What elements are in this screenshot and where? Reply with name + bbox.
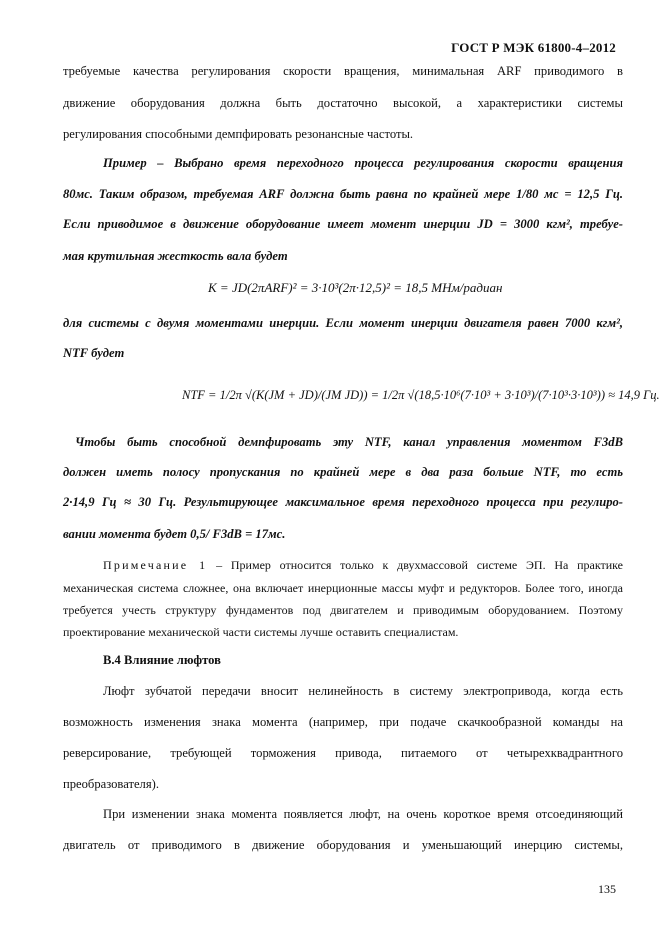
note-line3: требуется учесть структуру фундаментов под двигателем и приводимым оборудованием. Поэтому [63,603,623,617]
para3-line1: При изменении знака момента появляется люфт, на очень короткое время отсоединяющий [103,807,623,821]
example-line6: NTF будет [63,346,125,360]
page-number: 135 [598,882,616,896]
example-line9: 2·14,9 Гц ≈ 30 Гц. Результирующее максимальное время переходного процесса при регулиро- [63,495,623,509]
note-line1-text: – Пример относится только к двухмассовой системе ЭП. На практике [216,558,624,572]
example-line4: мая крутильная жесткость вала будет [63,249,288,263]
example-line3: Если приводимое в движение оборудование имеет момент инерции JD = 3000 кгм², требуе- [63,217,623,231]
para1-line1-text: требуемые качества регулирования скорости вращения, минимальная ARF приводимого в [63,64,623,78]
example-line1: Пример – Выбрано время переходного процесса регулирования скорости вращения [103,156,623,170]
section-heading: В.4 Влияние люфтов [103,653,221,667]
example-line10: вании момента будет 0,5/ F3dB = 17мс. [63,527,286,541]
example-line2: 80мс. Таким образом, требуемая ARF должна быть равна по крайней мере 1/80 мс = 12,5 Гц. [63,187,623,201]
example-line7: Чтобы быть способной демпфировать эту NTF, канал управления моментом F3dB [75,435,623,449]
note-label: Примечание 1 [103,558,208,572]
para3-line2: двигатель от приводимого в движение оборудования и уменьшающий инерцию системы, [63,838,623,852]
para1-line2: движение оборудования должна быть достаточно высокой, а характеристики системы [63,96,623,110]
note-line2: механическая система сложнее, она включает инерционные массы муфт и редукторов. Более того, иногда [63,581,623,595]
para2-line4: преобразователя). [63,777,159,791]
para2-line1: Люфт зубчатой передачи вносит нелинейность в систему электропривода, когда есть [103,684,623,698]
ntf-formula: NTF = 1/2π √(K(JM + JD)/(JM JD)) = 1/2π √(18,5·10⁶(7·10³ + 3·10³)/(7·10³·3·10³)) ≈ 14,9 Гц. [182,388,660,402]
para1-line1 [63,64,623,79]
stiffness-formula: K = JD(2πARF)² = 3·10³(2π·12,5)² = 18,5 МНм/радиан [208,280,503,295]
note-line4: проектирование механической части системы лучше оставить специалистам. [63,625,459,639]
standard-header: ГОСТ Р МЭК 61800-4–2012 [451,40,616,55]
note-line1 [103,558,623,573]
para1-line3: регулирования способными демпфировать резонансные частоты. [63,127,414,141]
para2-line3: реверсирование, требующей торможения привода, питаемого от четырехквадрантного [63,746,623,760]
para2-line2: возможность изменения знака момента (например, при подаче скачкообразной команды на [63,715,623,729]
example-line5: для системы с двумя моментами инерции. Если момент инерции двигателя равен 7000 кгм², [63,316,623,330]
example-line8: должен иметь полосу пропускания по крайней мере в два раза больше NTF, то есть [63,465,623,479]
